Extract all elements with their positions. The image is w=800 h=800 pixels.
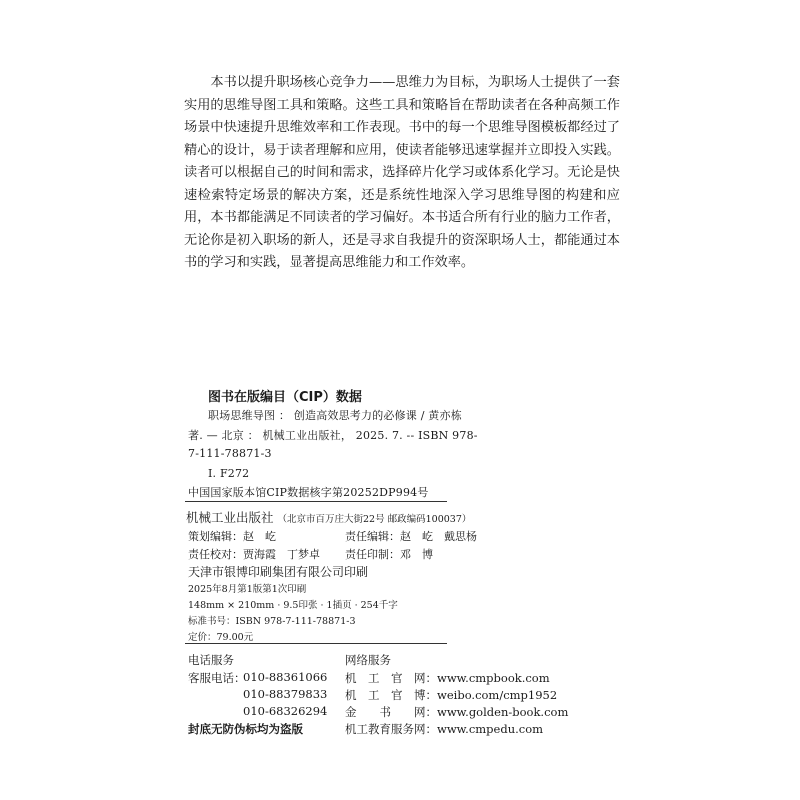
cip-line-1: 职场思维导图 ： 创造高效思考力的必修课 / 黄亦栋 <box>208 409 462 422</box>
printing-divider <box>185 643 447 644</box>
phone-service-heading: 电话服务 <box>188 653 234 667</box>
anti-counterfeit-notice: 封底无防伪标均为盗版 <box>188 722 303 736</box>
book-format: 148mm × 210mm · 9.5印张 · 1插页 · 254千字 <box>188 600 398 611</box>
intro-section <box>184 72 620 275</box>
web-service-entry <box>345 704 568 720</box>
price: 定价：79.00元 <box>188 632 254 643</box>
print-supervisor: 责任印制：邓 博 <box>345 548 433 561</box>
web-service-url[interactable]: www.cmpedu.com <box>437 722 544 736</box>
publisher-name: 机械工业出版社 <box>186 510 274 525</box>
responsible-editor: 责任编辑：赵 屹 戴思杨 <box>345 530 477 543</box>
web-service-url[interactable]: www.cmpbook.com <box>437 671 550 685</box>
web-service-heading: 网络服务 <box>345 653 391 667</box>
web-service-entry <box>345 721 543 737</box>
printer: 天津市银博印刷集团有限公司印刷 <box>188 565 369 579</box>
cip-line-2: 著. — 北京 ： 机械工业出版社， 2025. 7. -- ISBN 978- <box>188 429 478 442</box>
publisher-address: （北京市百万庄大街22号 邮政编码100037） <box>277 514 472 525</box>
customer-service-label: 客服电话： <box>188 671 246 685</box>
web-service-label: 机 工 官 网： <box>345 671 437 685</box>
web-service-entry <box>345 670 550 686</box>
cip-title: 图书在版编目（CIP）数据 <box>208 390 362 405</box>
phone-number: 010-88379833 <box>243 687 328 701</box>
edition: 2025年8月第1版第1次印刷 <box>188 584 307 595</box>
web-service-label: 机工教育服务网： <box>345 722 437 736</box>
web-service-url[interactable]: weibo.com/cmp1952 <box>437 688 558 702</box>
proofreader: 责任校对：贾海霞 丁梦卓 <box>188 548 320 561</box>
intro-paragraph: 本书以提升职场核心竞争力——思维力为目标，为职场人士提供了一套实用的思维导图工具和策略。这些工具和策略旨在帮助读者在各种高频工作场景中快速提升思维效率和工作表现。书中的每一个思维导图模板都经过了精心的设计，易于读者理解和应用，使读者能够迅速掌握并立即投入实践。读者可以根据自己的时间和需求，选择碎片化学习或体系化学习。无论是快速检索特定场景的解决方案，还是系统性地深入学习思维导图的构建和应用，本书都能满足不同读者的学习偏好。本书适合所有行业的脑力工作者，无论你是初入职场的新人，还是寻求自我提升的资深职场人士，都能通过本书的学习和实践，显著提高思维能力和工作效率。 <box>184 75 620 270</box>
isbn: 标准书号：ISBN 978-7-111-78871-3 <box>188 616 356 627</box>
planning-editor: 策划编辑：赵 屹 <box>188 530 276 543</box>
web-service-label: 金 书 网： <box>345 705 437 719</box>
cip-approval: 中国国家版本馆CIP数据核字第20252DP994号 <box>188 486 429 499</box>
phone-number: 010-88361066 <box>243 670 328 684</box>
cip-line-3: 7-111-78871-3 <box>188 447 272 460</box>
phone-number: 010-68326294 <box>243 704 328 718</box>
cip-line-4: Ⅰ. F272 <box>208 467 250 480</box>
cip-divider <box>185 501 447 502</box>
web-service-entry <box>345 687 557 703</box>
publisher-line <box>186 508 471 526</box>
web-service-label: 机 工 官 博： <box>345 688 437 702</box>
web-service-url[interactable]: www.golden-book.com <box>437 705 569 719</box>
